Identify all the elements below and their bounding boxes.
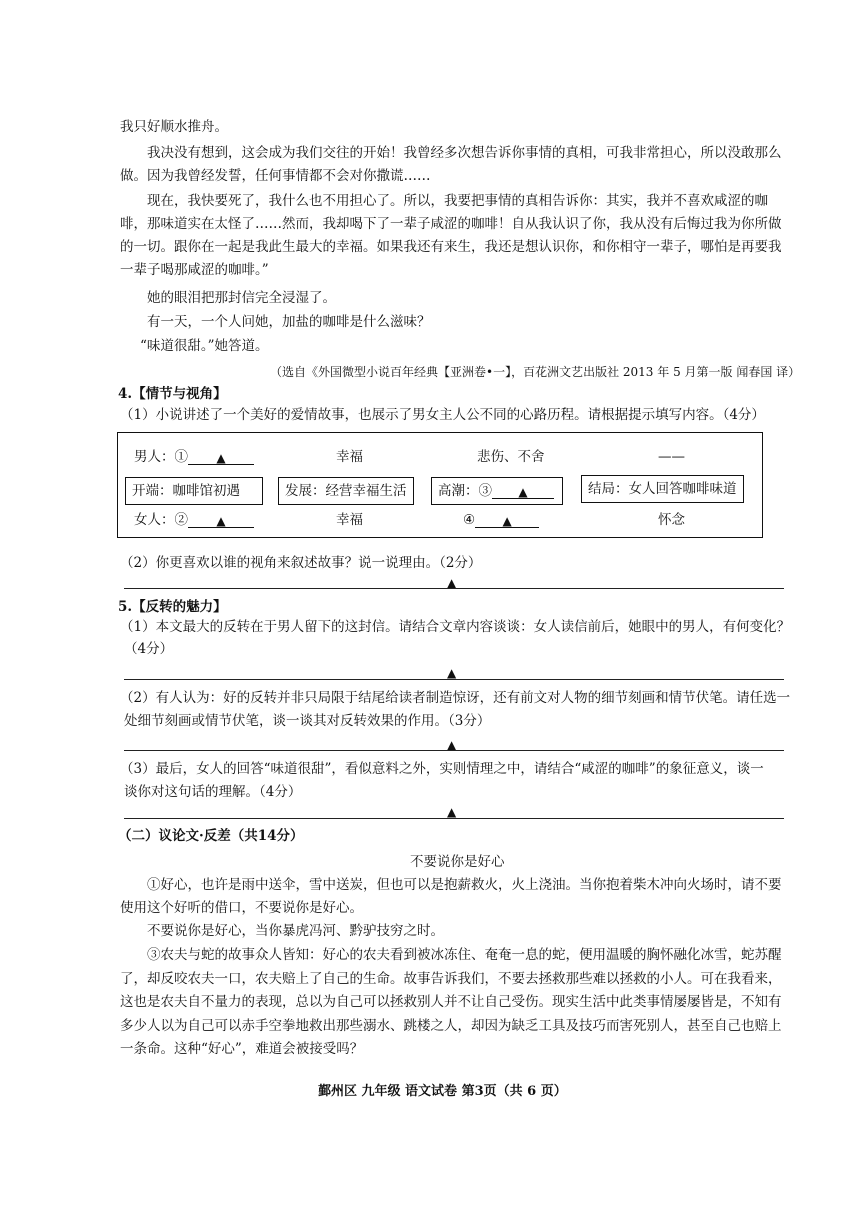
story-paragraph: 我只好顺水推舟。 (120, 119, 228, 135)
answer-line[interactable] (124, 588, 784, 589)
woman-stage-2: 幸福 (336, 512, 363, 528)
answer-line[interactable] (124, 818, 784, 819)
essay-title: 不要说你是好心 (410, 854, 505, 870)
question-5-3-prompt-cont: 谈你对这句话的理解。（4分） (124, 784, 302, 800)
source-citation: （选自《外国微型小说百年经典【亚洲卷•一】，百花洲文艺出版社 2013 年 5 月第一版 闻春国 译） (270, 365, 801, 379)
stage-ending-box: 结局：女人回答咖啡味道 (581, 475, 744, 503)
answer-line[interactable] (124, 750, 784, 751)
answer-blank-4[interactable]: ▲ (475, 513, 539, 528)
page-footer: 鄞州区 九年级 语文试卷 第3页（共 6 页） (318, 1084, 567, 1099)
man-row-label (134, 448, 254, 466)
woman-stage-3-label: ④ (463, 512, 476, 528)
answer-marker: ▲ (447, 666, 457, 680)
woman-label: 女人：② (134, 512, 188, 528)
question-5-2-prompt-cont: 处细节刻画或情节伏笔，谈一谈其对反转效果的作用。（3分） (124, 713, 491, 729)
essay-paragraph-2: 不要说你是好心，当你暴虎冯河、黔驴技穷之时。 (147, 923, 444, 939)
story-paragraph: “味道很甜。”她答道。 (140, 338, 269, 354)
answer-marker: ▲ (447, 576, 457, 590)
stage-development-box: 发展：经营幸福生活 (278, 477, 414, 505)
essay-paragraph-1: ①好心，也许是雨中送伞，雪中送炭，但也可以是抱薪救火，火上浇油。当你抱着柴木冲向火场时，请不要使用这个好听的借口，不要说你是好心。 (120, 877, 782, 916)
story-paragraph: 有一天，一个人问她，加盐的咖啡是什么滋味？ (147, 314, 431, 330)
stage-opening-box: 开端：咖啡馆初遇 (125, 477, 263, 505)
part-2-heading: （二）议论文·反差（共14分） (118, 828, 304, 844)
man-label: 男人：① (134, 449, 188, 465)
question-5-2-prompt: （2）有人认为：好的反转并非只局限于结尾给读者制造惊讶，还有前文对人物的细节刻画和情节伏笔。请任选一 (120, 690, 791, 706)
question-5-1-score: （4分） (124, 641, 174, 657)
answer-blank-1[interactable]: ▲ (188, 450, 254, 465)
answer-blank-2[interactable]: ▲ (188, 513, 254, 528)
question-4-2-prompt: （2）你更喜欢以谁的视角来叙述故事？说一说理由。（2分） (120, 555, 482, 571)
essay-paragraph-3: ③农夫与蛇的故事众人皆知：好心的农夫看到被冰冻住、奄奄一息的蛇，便用温暖的胸怀融化冰雪，蛇苏醒了，却反咬农夫一口，农夫赔上了自己的生命。故事告诉我们，不要去拯救那些难以拯救的小人。可在我看来，这也是农夫自不量力的表现，总以为自己可以拯救别人并不让自己受伤。现实生活中此类事情屡屡皆是，不知有多少人以为自己可以赤手空拳地救出那些溺水、跳楼之人，却因为缺乏工具及技巧而害死别人，甚至自己也赔上一条命。这种“好心”，难道会被接受吗？ (120, 947, 782, 1057)
woman-stage-4: 怀念 (658, 512, 685, 528)
woman-row-label (134, 511, 254, 529)
question-4-title: 4.【情节与视角】 (118, 386, 227, 402)
question-4-1-prompt: （1）小说讲述了一个美好的爱情故事，也展示了男女主人公不同的心路历程。请根据提示填写内容。（4分） (120, 407, 765, 423)
man-stage-3: 悲伤、不舍 (477, 449, 545, 465)
answer-blank-3[interactable]: ▲ (492, 484, 554, 499)
answer-marker: ▲ (447, 805, 457, 819)
man-stage-4: —— (658, 449, 685, 465)
woman-stage-3 (463, 511, 539, 529)
man-stage-2: 幸福 (336, 449, 363, 465)
question-5-title: 5.【反转的魅力】 (118, 599, 227, 615)
plot-table (117, 432, 763, 538)
answer-marker: ▲ (447, 738, 457, 752)
question-5-1-prompt: （1）本文最大的反转在于男人留下的这封信。请结合文章内容谈谈：女人读信前后，她眼中的男人，有何变化？ (120, 619, 791, 635)
question-5-3-prompt: （3）最后，女人的回答“味道很甜”，看似意料之外，实则情理之中，请结合“咸涩的咖啡”的象征意义，谈一 (120, 761, 764, 777)
story-paragraph: 现在，我快要死了，我什么也不用担心了。所以，我要把事情的真相告诉你：其实，我并不喜欢咸涩的咖啡，那味道实在太怪了……然而，我却喝下了一辈子咸涩的咖啡！自从我认识了你，我从没有后悔过我为你所做的一切。跟你在一起是我此生最大的幸福。如果我还有来生，我还是想认识你，和你相守一辈子，哪怕是再要我一辈子喝那咸涩的咖啡。” (120, 193, 782, 278)
climax-label: 高潮：③ (438, 483, 492, 499)
stage-climax-box (431, 477, 563, 505)
story-paragraph: 我决没有想到，这会成为我们交往的开始！我曾经多次想告诉你事情的真相，可我非常担心，所以没敢那么做。因为我曾经发誓，任何事情都不会对你撒谎…… (120, 145, 782, 184)
answer-line[interactable] (124, 679, 784, 680)
story-paragraph: 她的眼泪把那封信完全浸湿了。 (147, 290, 336, 306)
